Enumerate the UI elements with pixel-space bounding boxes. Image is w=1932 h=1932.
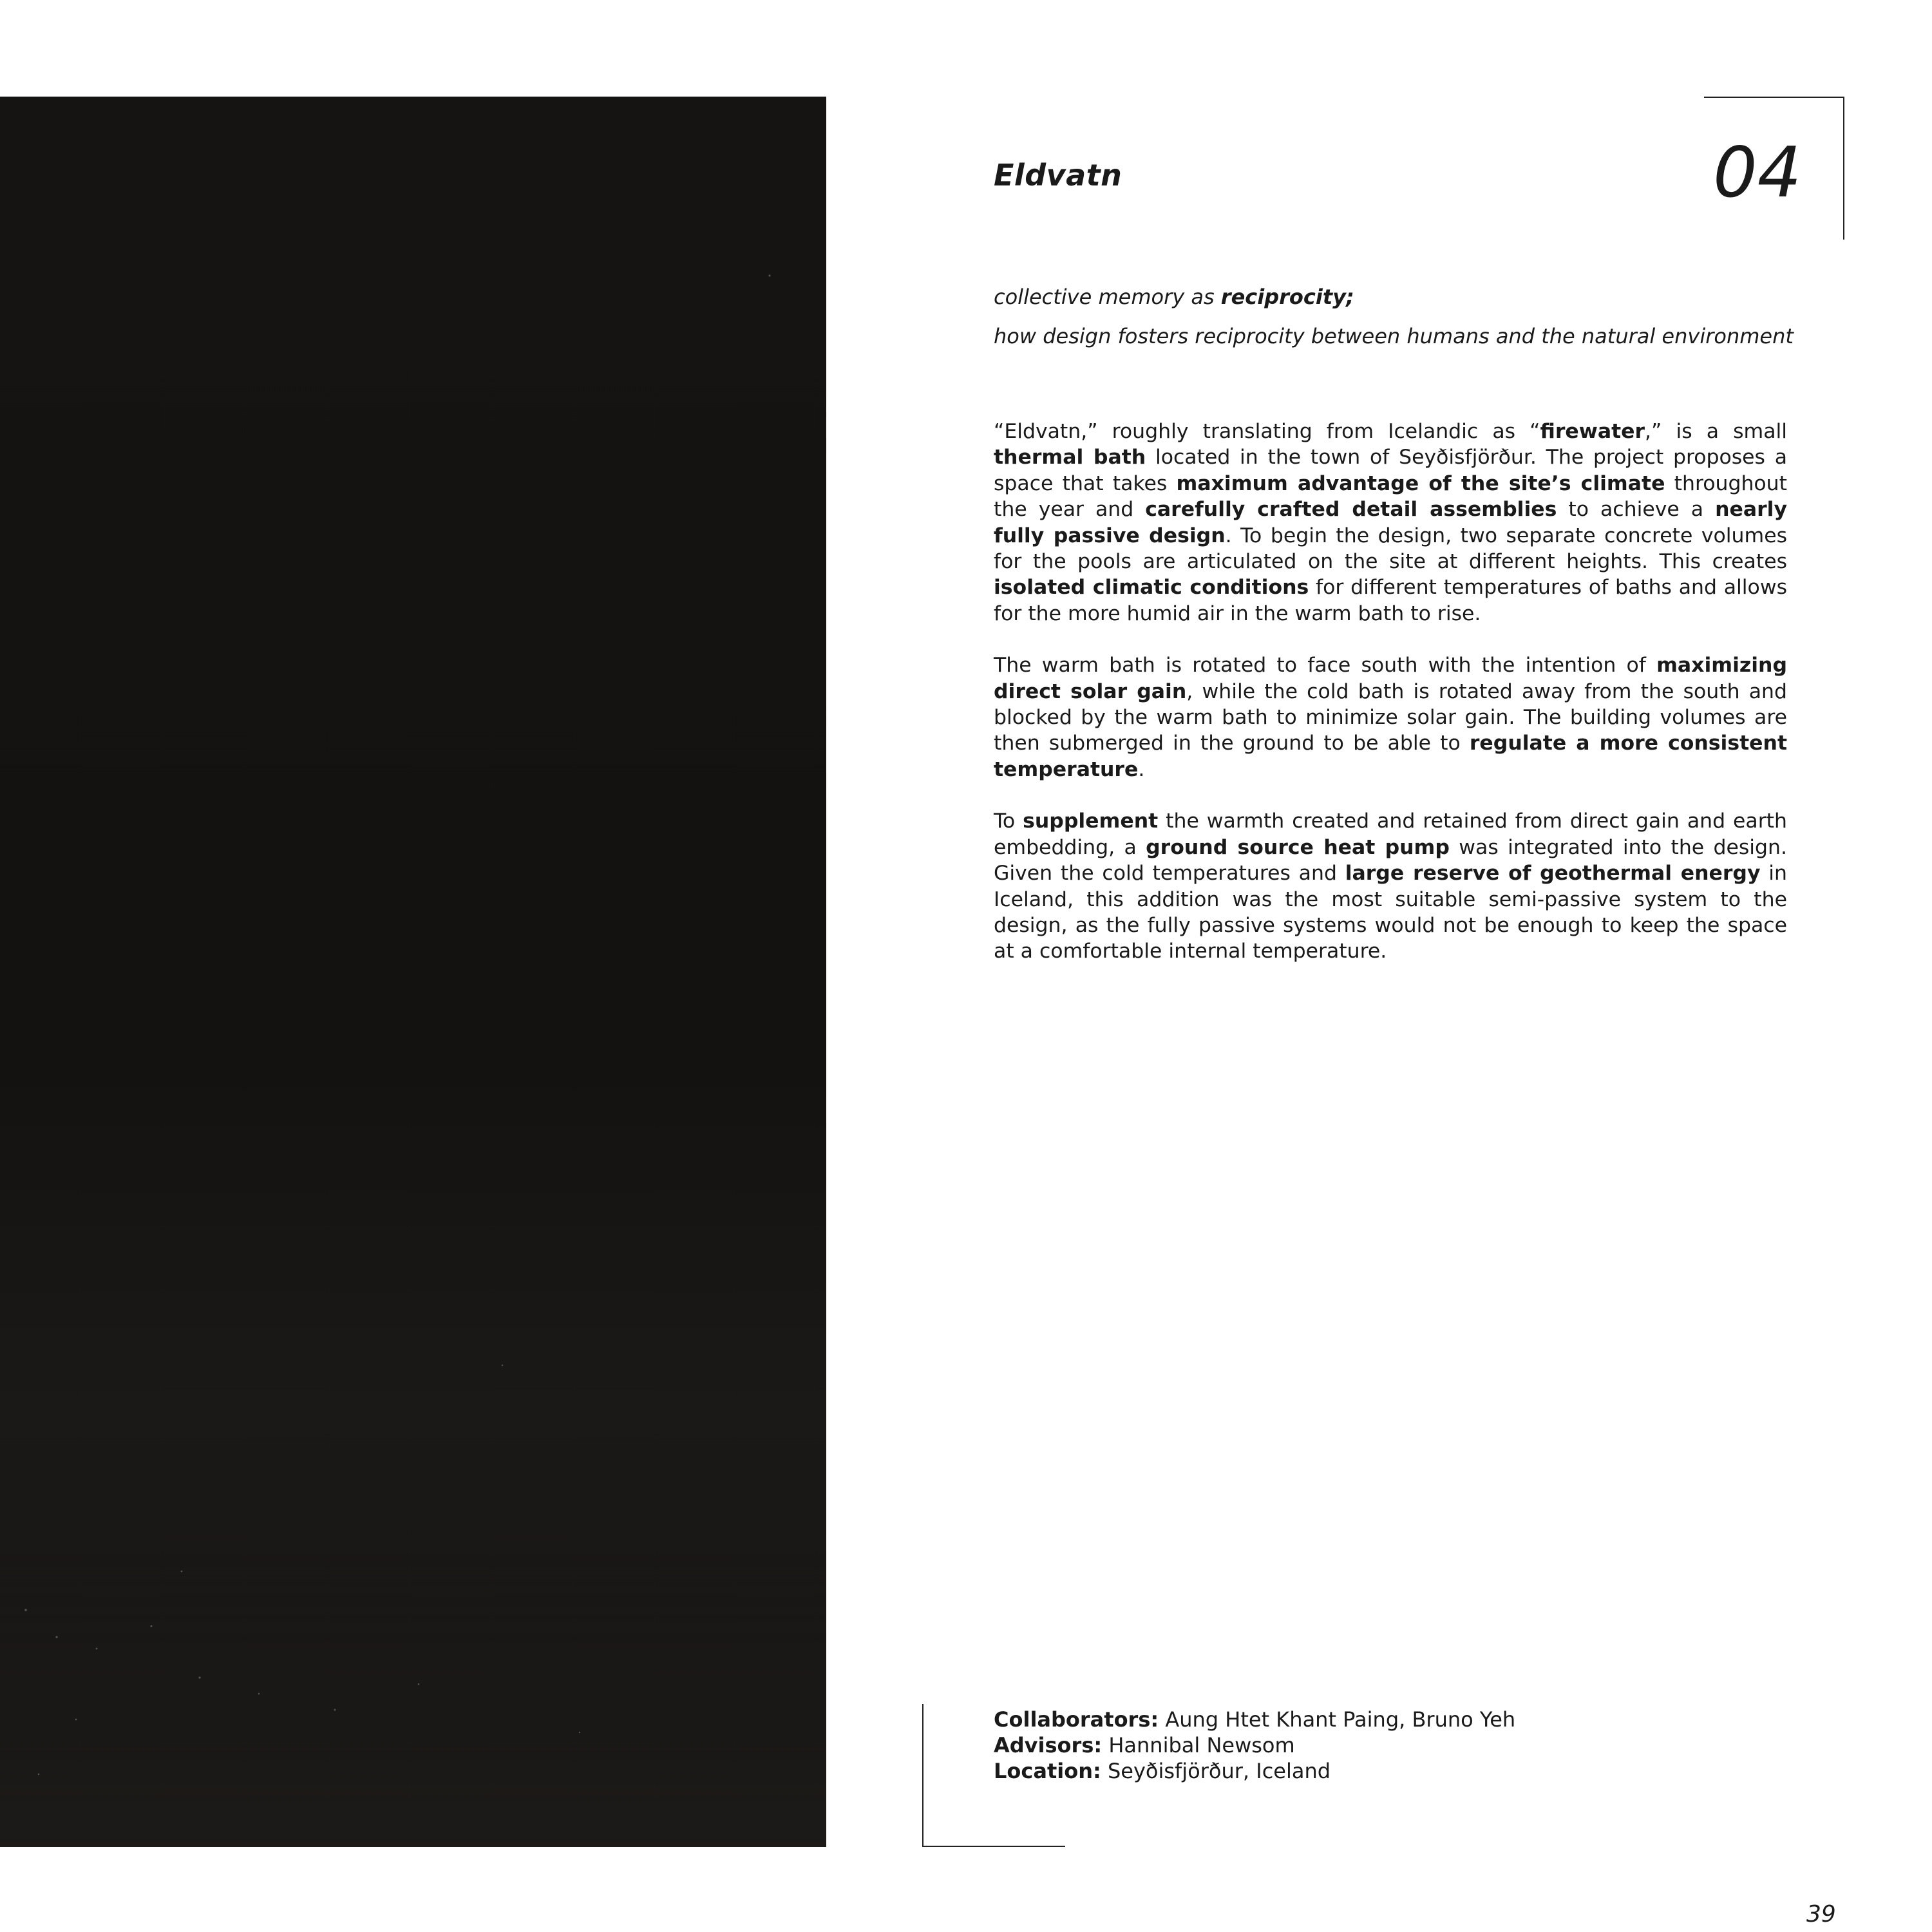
- body-text-segment: , while the cold bath is rotated away from the south and blocked by the warm bath to minimize solar gain. The building volumes are then submerged in the ground to be able to: [994, 679, 1787, 755]
- body-text-segment: for different temperatures of baths and allows for the more humid air in the warm bath to rise.: [994, 576, 1788, 625]
- page-number: 39: [1806, 1901, 1836, 1927]
- body-text-segment: . To begin the design, two separate concrete volumes for the pools are articulated on the site at different heights. This creates: [994, 524, 1787, 574]
- body-text-segment: to achieve a: [1557, 498, 1716, 522]
- emphasis-text: maximum advantage of the site’s climate: [1176, 471, 1665, 495]
- credit-label: Location:: [994, 1759, 1101, 1783]
- body-text-segment: The warm bath is rotated to face south with the intention of: [994, 654, 1657, 677]
- subtitle-description: how design fosters reciprocity between humans and the natural environment: [994, 324, 1794, 348]
- credit-advisors: [994, 1732, 1515, 1758]
- body-text-segment: located in the town of Seyðisfjörður. The project proposes a space that takes: [994, 446, 1787, 495]
- description-paragraph: [994, 808, 1787, 964]
- project-number: 04: [1713, 133, 1802, 213]
- subtitle-theme-keyword: reciprocity;: [1220, 285, 1354, 309]
- emphasis-text: large reserve of geothermal energy: [1345, 862, 1761, 886]
- subtitle-theme: [994, 285, 1824, 309]
- credit-value: Hannibal Newsom: [1102, 1733, 1295, 1757]
- project-credits: [994, 1707, 1515, 1784]
- description-paragraph: [994, 419, 1787, 627]
- body-text-segment: in Iceland, this addition was the most suitable semi-passive system to the design, as the fully passive systems would not be enough to keep the space at a comfortable internal temperature.: [994, 862, 1787, 963]
- credit-label: Collaborators:: [994, 1707, 1159, 1732]
- emphasis-text: maximizing direct solar gain: [994, 654, 1787, 703]
- subtitle-theme-prefix: collective memory as: [994, 285, 1221, 309]
- emphasis-text: isolated climatic conditions: [994, 576, 1309, 600]
- body-text-segment: To: [994, 810, 1023, 833]
- emphasis-text: supplement: [1023, 810, 1159, 833]
- credit-collaborators: [994, 1707, 1515, 1732]
- emphasis-text: nearly fully passive design: [994, 498, 1787, 547]
- body-text-segment: was integrated into the design. Given the cold temperatures and: [994, 835, 1788, 886]
- credit-label: Advisors:: [994, 1733, 1103, 1757]
- body-text-segment: the warmth created and retained from direct gain and earth embedding, a: [994, 810, 1787, 859]
- credit-value: Aung Htet Khant Paing, Bruno Yeh: [1159, 1707, 1516, 1732]
- project-title: Eldvatn: [994, 158, 1122, 193]
- body-text-segment: .: [1138, 757, 1145, 781]
- description-paragraph: [994, 652, 1787, 782]
- emphasis-text: regulate a more consistent temperature: [994, 732, 1788, 781]
- credit-value: Seyðisfjörður, Iceland: [1101, 1759, 1331, 1783]
- emphasis-text: thermal bath: [994, 446, 1146, 469]
- emphasis-text: ground source heat pump: [1146, 835, 1450, 859]
- project-description: [994, 419, 1787, 990]
- project-photo: [0, 97, 826, 1847]
- emphasis-text: carefully crafted detail assemblies: [1145, 498, 1557, 522]
- emphasis-text: firewater: [1540, 420, 1645, 443]
- body-text-segment: “Eldvatn,” roughly translating from Icelandic as “: [994, 420, 1540, 443]
- credit-location: [994, 1758, 1515, 1784]
- night-landscape-image: [0, 97, 826, 1847]
- body-text-segment: ,” is a small: [1645, 420, 1787, 443]
- body-text-segment: throughout the year and: [994, 471, 1787, 522]
